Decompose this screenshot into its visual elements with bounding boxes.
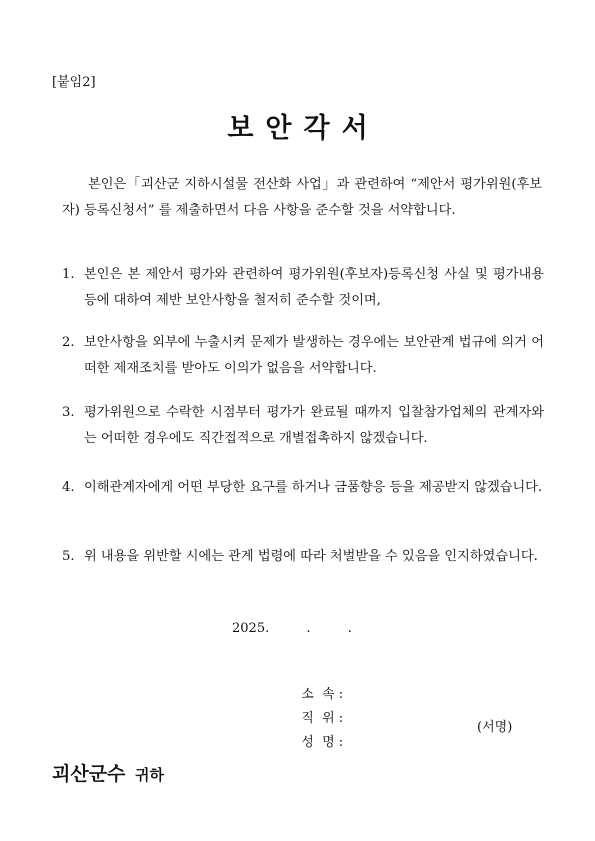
signature-mark: (서명): [477, 720, 513, 735]
date-line: 2025. . .: [232, 621, 352, 636]
pledge-item-3: [62, 400, 544, 452]
document-title: 보안각서: [227, 113, 380, 144]
pledge-text: 평가위원으로 수락한 시점부터 평가가 완료될 때까지 입찰참가업체의 관계자와는 어떠한 경우에도 직간접적으로 개별접촉하지 않겠습니다.: [84, 405, 544, 446]
pledge-item-2: [62, 330, 544, 382]
addressee: [52, 759, 164, 786]
pledge-text: 본인은 본 제안서 평가와 관련하여 평가위원(후보자)등록신청 사실 및 평가내용 등에 대하여 제반 보안사항을 철저히 준수할 것이며,: [84, 267, 544, 308]
position-label: 직 위 :: [301, 711, 344, 726]
name-line: [293, 716, 343, 750]
pledge-number: 3.: [62, 405, 75, 420]
addressee-name: 괴산군수: [52, 763, 126, 785]
pledge-text: 이해관계자에게 어떤 부당한 요구를 하거나 금품향응 등을 제공받지 않겠습니다.: [84, 480, 543, 495]
pledge-number: 5.: [62, 549, 75, 564]
addressee-honorific: 귀하: [135, 766, 164, 784]
pledge-number: 1.: [62, 267, 75, 282]
affiliation-label: 소 속 :: [301, 687, 344, 702]
pledge-text: 위 내용을 위반할 시에는 관계 법령에 따라 처벌받을 수 있음을 인지하였습니다.: [84, 549, 538, 564]
intro-paragraph: 본인은「괴산군 지하시설물 전산화 사업」과 관련하여 “제안서 평가위원(후보자) 등록신청서” 를 제출하면서 다음 사항을 준수할 것을 서약합니다.: [62, 177, 542, 218]
attachment-label: [붙임2]: [52, 75, 96, 90]
pledge-text: 보안사항을 외부에 누출시켜 문제가 발생하는 경우에는 보안관계 법규에 의거 어떠한 제재조치를 받아도 이의가 없음을 서약합니다.: [84, 335, 544, 376]
pledge-item-5: [62, 544, 544, 570]
pledge-number: 4.: [62, 480, 75, 495]
pledge-item-4: [62, 475, 544, 501]
pledge-item-1: [62, 262, 544, 314]
name-label: 성 명 :: [301, 735, 344, 750]
pledge-number: 2.: [62, 335, 75, 350]
